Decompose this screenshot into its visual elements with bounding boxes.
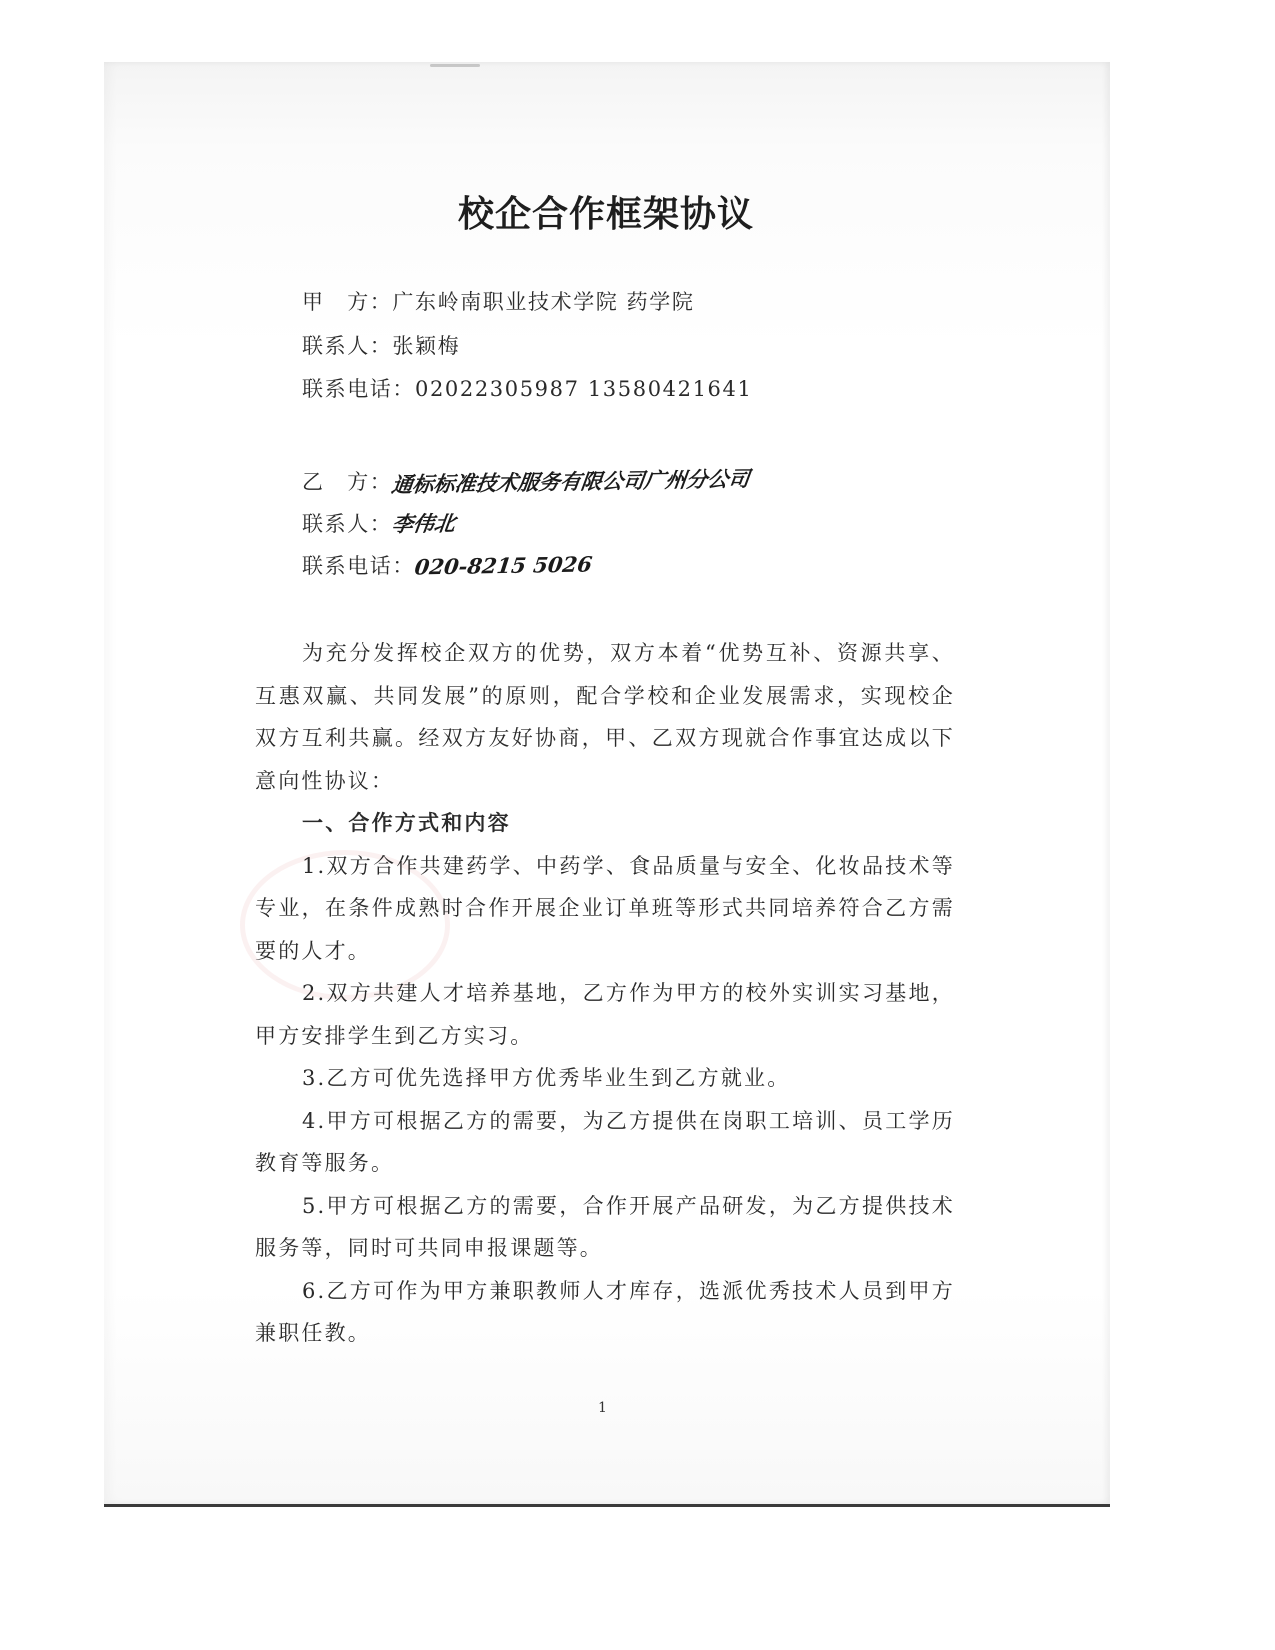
party-a-phone-label: 联系电话： [302,377,415,401]
party-a-contact-row [302,325,752,369]
party-b-name-handwritten: 通标标准技术服务有限公司广州分公司 [390,465,752,498]
document-title: 校企合作框架协议 [457,194,754,235]
clause-line: 兼职任教。 [255,1321,371,1345]
scan-mark [430,64,480,67]
party-b-contact-handwritten: 李伟北 [390,510,458,537]
section-heading: 一、合作方式和内容 [302,810,511,835]
clause-line: 6.乙方可作为甲方兼职教师人才库存，选派优秀技术人员到甲方 [302,1278,955,1303]
clause-6 [255,1270,955,1355]
agreement-body [255,632,955,1355]
party-a-contact: 张颖梅 [392,333,461,358]
party-b-row [302,461,752,503]
party-a-info [302,281,752,412]
clause-line: 要的人才。 [255,938,371,963]
clause-3 [255,1057,955,1100]
clause-2 [255,972,955,1057]
paragraph-line: 双方互利共赢。经双方友好协商，甲、乙双方现就合作事宜达成以下 [255,726,955,750]
party-a-label: 甲 方： [302,290,393,314]
party-a-name: 广东岭南职业技术学院 药学院 [392,290,695,314]
party-a-phone: 02022305987 13580421641 [415,377,753,401]
party-b-phone-label: 联系电话： [302,554,415,578]
paragraph-line: 意向性协议： [255,768,395,793]
intro-paragraph [255,632,955,802]
clause-line: 教育等服务。 [255,1151,395,1175]
page-number: 1 [598,1400,607,1416]
clause-line: 甲方安排学生到乙方实习。 [255,1023,534,1048]
clause-line: 服务等，同时可共同申报课题等。 [255,1236,603,1260]
party-b-label: 乙 方： [302,470,393,494]
paragraph-line: 为充分发挥校企双方的优势，双方本着“优势互补、资源共享、 [302,641,955,665]
party-a-phone-row [302,368,752,412]
clause-1 [255,845,955,973]
party-b-contact-label: 联系人： [302,512,393,536]
clause-line: 4.甲方可根据乙方的需要，为乙方提供在岗职工培训、员工学历 [302,1108,955,1133]
clause-line: 2.双方共建人才培养基地，乙方作为甲方的校外实训实习基地， [302,981,955,1005]
clause-line: 专业，在条件成熟时合作开展企业订单班等形式共同培养符合乙方需 [255,896,955,920]
clause-5 [255,1185,955,1270]
party-a-contact-label: 联系人： [302,333,393,358]
paragraph-line: 互惠双赢、共同发展”的原则，配合学校和企业发展需求，实现校企 [255,683,955,708]
clause-line: 5.甲方可根据乙方的需要，合作开展产品研发，为乙方提供技术 [302,1193,955,1218]
party-a-row [302,281,752,325]
party-b-phone-handwritten: 020-8215 5026 [413,551,594,580]
party-b-contact-row [302,503,749,545]
party-b-info [302,461,752,587]
clause-line: 1.双方合作共建药学、中药学、食品质量与安全、化妆品技术等 [302,853,955,878]
clause-line: 3.乙方可优先选择甲方优秀毕业生到乙方就业。 [302,1066,791,1090]
party-b-phone-row [302,545,749,587]
clause-4 [255,1100,955,1185]
